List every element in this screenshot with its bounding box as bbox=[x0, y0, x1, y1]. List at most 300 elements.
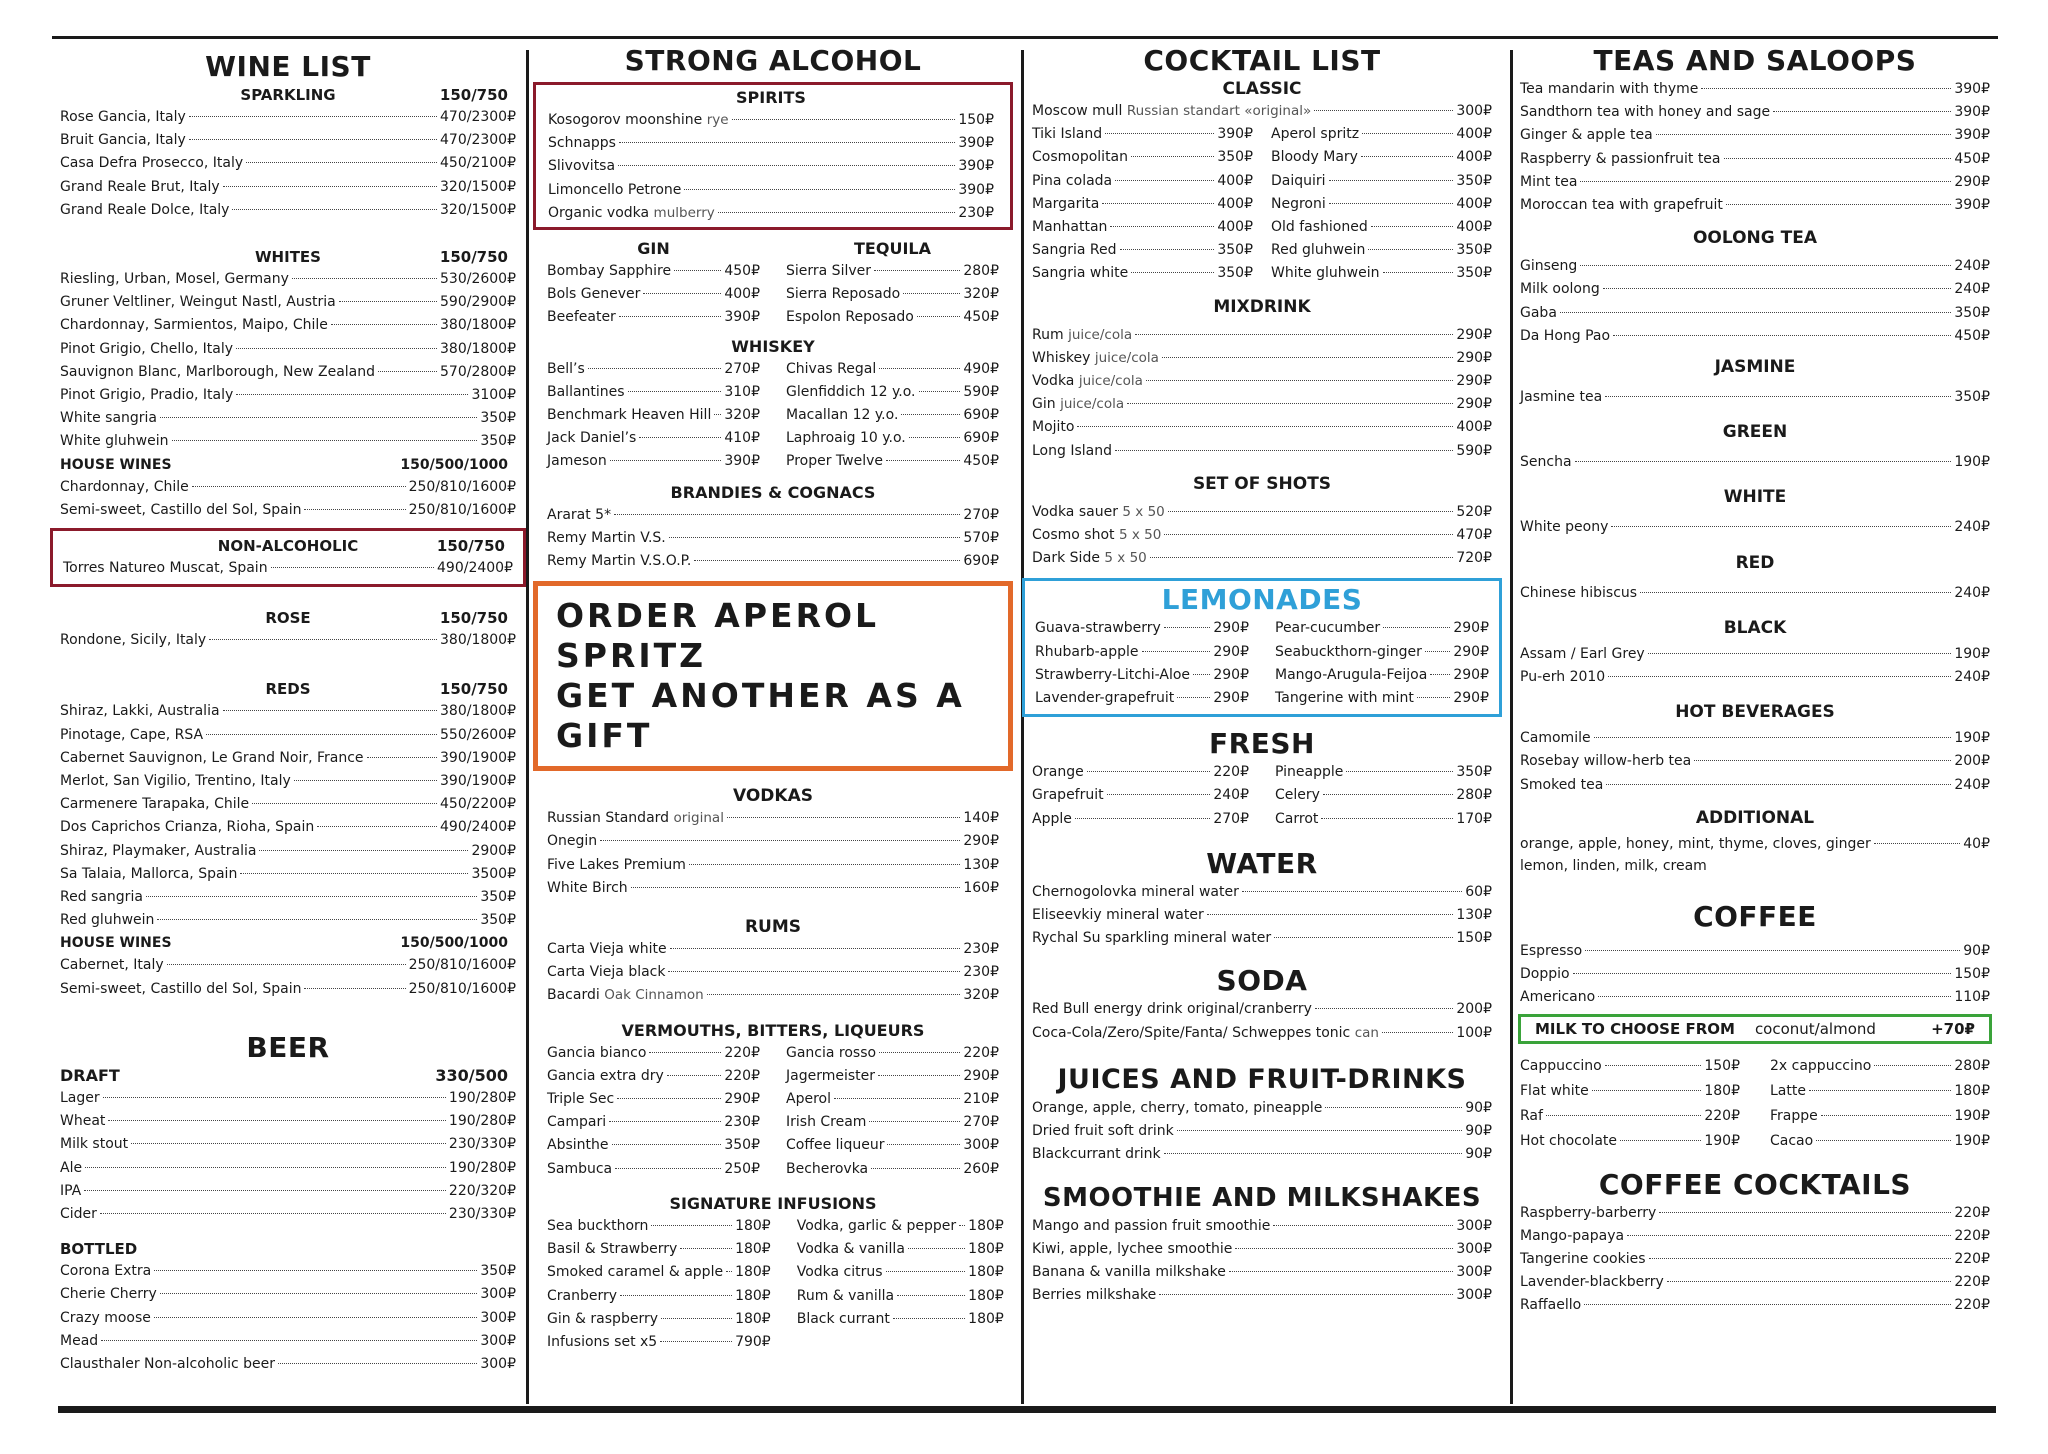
item-name bbox=[547, 1158, 612, 1181]
subsection-heading bbox=[60, 1065, 516, 1087]
dot-leader bbox=[1362, 133, 1453, 134]
item-label: Da Hong Pao bbox=[1520, 327, 1611, 344]
item-name bbox=[1035, 664, 1190, 687]
dot-leader bbox=[600, 840, 960, 841]
dot-leader bbox=[1656, 134, 1952, 135]
item-price: 350₽ bbox=[480, 433, 516, 450]
item-label: Black currant bbox=[796, 1310, 890, 1327]
gin-tequila bbox=[535, 238, 1011, 330]
dot-leader bbox=[1383, 627, 1450, 628]
item-price: 170₽ bbox=[1456, 810, 1492, 827]
dot-leader bbox=[619, 142, 955, 143]
subsection-title: VERMOUTHS, BITTERS, LIQUEURS bbox=[621, 1020, 925, 1040]
item-name bbox=[60, 629, 206, 652]
item-name bbox=[547, 527, 666, 550]
menu-item-row bbox=[1032, 1143, 1492, 1166]
menu-item-row bbox=[1271, 216, 1492, 239]
item-note: Russian standart «original» bbox=[1126, 103, 1312, 119]
subsection-title: SIGNATURE INFUSIONS bbox=[669, 1193, 877, 1213]
menu-item-row bbox=[63, 557, 513, 580]
dot-leader bbox=[879, 368, 960, 369]
dot-leader bbox=[886, 1271, 966, 1272]
item-label: Carta Vieja black bbox=[547, 964, 666, 981]
left-list bbox=[1520, 1054, 1740, 1154]
dot-leader bbox=[1368, 249, 1453, 250]
menu-item-row bbox=[1032, 927, 1492, 950]
item-price: 400₽ bbox=[1456, 126, 1492, 143]
item-price: 240₽ bbox=[1954, 584, 1990, 601]
item-price: 130₽ bbox=[1456, 907, 1492, 924]
item-name bbox=[1520, 1129, 1617, 1154]
item-label: Doppio bbox=[1520, 966, 1570, 983]
item-label: Ballantines bbox=[547, 383, 625, 400]
item-name bbox=[786, 1065, 875, 1088]
menu-item-row bbox=[786, 404, 999, 427]
dot-leader bbox=[874, 270, 960, 271]
menu-item-row bbox=[1032, 216, 1253, 239]
item-price: 190₽ bbox=[1954, 1132, 1990, 1149]
item-price: 180₽ bbox=[735, 1241, 771, 1258]
dot-leader bbox=[1648, 653, 1952, 654]
milk-price: +70₽ bbox=[1931, 1019, 1975, 1038]
item-name bbox=[60, 1110, 105, 1133]
item-label: Margarita bbox=[1032, 195, 1100, 212]
dot-leader bbox=[1371, 226, 1454, 227]
item-price: 190/280₽ bbox=[448, 1159, 516, 1176]
menu-item-row bbox=[1520, 171, 1990, 194]
item-label: Vodka citrus bbox=[796, 1264, 883, 1281]
item-name bbox=[547, 550, 691, 573]
right-list bbox=[786, 358, 999, 474]
subsection-heading bbox=[60, 84, 516, 106]
dot-leader bbox=[649, 1052, 721, 1053]
item-label: Sangria white bbox=[1032, 265, 1129, 282]
item-name bbox=[60, 384, 233, 407]
tequila-list bbox=[786, 238, 999, 330]
item-name bbox=[63, 557, 268, 580]
item-price: 400₽ bbox=[1456, 195, 1492, 212]
menu-item-row bbox=[60, 1110, 516, 1133]
item-price: 390₽ bbox=[724, 309, 760, 326]
menu-item-row bbox=[60, 384, 516, 407]
item-name bbox=[547, 404, 711, 427]
item-price: 410₽ bbox=[724, 430, 760, 447]
item-name bbox=[60, 476, 189, 499]
subsection-title: ROSE bbox=[265, 609, 311, 628]
item-name bbox=[1271, 262, 1380, 285]
item-label: Frappe bbox=[1770, 1107, 1818, 1124]
dot-leader bbox=[1773, 111, 1951, 112]
dot-leader bbox=[146, 896, 477, 897]
menu-item-row bbox=[60, 176, 516, 199]
item-label: Casa Defra Prosecco, Italy bbox=[60, 155, 244, 172]
menu-item-row bbox=[547, 1308, 771, 1331]
item-price: 60₽ bbox=[1465, 883, 1492, 900]
dot-leader bbox=[1150, 557, 1454, 558]
menu-item-row bbox=[1770, 1054, 1990, 1079]
menu-item-row bbox=[1275, 687, 1489, 710]
dot-leader bbox=[154, 1270, 477, 1271]
item-price: 270₽ bbox=[1213, 810, 1249, 827]
item-label: Corona Extra bbox=[60, 1263, 152, 1280]
item-label: Semi-sweet, Castillo del Sol, Spain bbox=[60, 980, 302, 997]
item-name bbox=[60, 106, 186, 129]
dot-leader bbox=[1627, 1235, 1951, 1236]
dot-leader bbox=[667, 1075, 722, 1076]
item-name bbox=[60, 700, 220, 723]
item-label: Rose Gancia, Italy bbox=[60, 109, 186, 125]
dot-leader bbox=[1164, 627, 1211, 628]
additional-text: orange, apple, honey, mint, thyme, cloves, ginger bbox=[1520, 835, 1871, 852]
item-name bbox=[60, 129, 186, 152]
menu-item-row bbox=[1520, 278, 1990, 301]
subsection-title: ADDITIONAL bbox=[1695, 807, 1815, 828]
subsection-title: GIN bbox=[637, 239, 670, 259]
item-name bbox=[1032, 416, 1074, 439]
item-name bbox=[1271, 216, 1368, 239]
item-name bbox=[1275, 664, 1427, 687]
dot-leader bbox=[160, 1293, 478, 1294]
item-label: Pineapple bbox=[1275, 764, 1344, 781]
item-name bbox=[786, 306, 914, 329]
item-note: 5 x 50 bbox=[1122, 503, 1165, 520]
item-label: Cabernet Sauvignon, Le Grand Noir, France bbox=[60, 749, 364, 766]
item-label: Sambuca bbox=[547, 1160, 613, 1177]
item-name bbox=[60, 747, 364, 770]
item-label: Mango and passion fruit smoothie bbox=[1032, 1217, 1271, 1234]
dot-leader bbox=[878, 1075, 960, 1076]
item-label: Pear-cucumber bbox=[1275, 620, 1381, 637]
menu-item-row bbox=[1032, 262, 1253, 285]
subsection-heading bbox=[547, 336, 999, 358]
dot-leader bbox=[1235, 1248, 1453, 1249]
item-label: Whiskey bbox=[1032, 349, 1091, 366]
menu-item-row bbox=[786, 1111, 999, 1134]
item-name bbox=[1032, 393, 1124, 416]
serving-sizes: 150/750 bbox=[439, 248, 508, 267]
menu-item-row bbox=[1520, 1202, 1990, 1225]
item-name bbox=[60, 361, 375, 384]
menu-item-row bbox=[60, 1203, 516, 1226]
dot-leader bbox=[909, 437, 961, 438]
item-price: 90₽ bbox=[1465, 1146, 1492, 1163]
item-label: Jasmine tea bbox=[1520, 389, 1603, 406]
menu-item-row bbox=[547, 283, 760, 306]
item-label: Camomile bbox=[1520, 730, 1591, 747]
menu-item-row bbox=[1275, 784, 1492, 807]
item-price: 690₽ bbox=[963, 407, 999, 424]
item-name bbox=[547, 1065, 664, 1088]
menu-item-row bbox=[60, 499, 516, 522]
dot-leader bbox=[317, 826, 437, 827]
dot-leader bbox=[714, 414, 721, 415]
dot-leader bbox=[1585, 950, 1960, 951]
item-price: 290₽ bbox=[1456, 396, 1492, 413]
item-price: 150₽ bbox=[1456, 930, 1492, 947]
menu-item-row bbox=[786, 450, 999, 473]
item-label: Becherovka bbox=[786, 1160, 869, 1177]
item-price: 190/280₽ bbox=[448, 1113, 516, 1130]
dot-leader bbox=[278, 1363, 477, 1364]
wine-beer-column bbox=[60, 50, 516, 1376]
menu-item-row bbox=[1271, 170, 1492, 193]
item-price: 230₽ bbox=[963, 941, 999, 958]
item-price: 180₽ bbox=[968, 1217, 1004, 1234]
menu-item-row bbox=[1032, 524, 1492, 547]
dot-leader bbox=[661, 1318, 732, 1319]
item-name bbox=[60, 1087, 100, 1110]
subsection-title: SPARKLING bbox=[240, 86, 336, 104]
item-name bbox=[1032, 1120, 1174, 1143]
item-name bbox=[1520, 171, 1577, 194]
promo-box bbox=[533, 581, 1013, 771]
item-price: 290₽ bbox=[1213, 690, 1249, 707]
item-name bbox=[1032, 216, 1107, 239]
item-name bbox=[1520, 963, 1570, 986]
item-label: Mango-Arugula-Feijoa bbox=[1275, 666, 1428, 683]
two-column-list bbox=[1032, 761, 1492, 831]
subsection-title: VODKAS bbox=[733, 786, 813, 807]
item-name bbox=[60, 338, 233, 361]
dot-leader bbox=[232, 209, 437, 210]
item-label: Chardonnay, Sarmientos, Maipo, Chile bbox=[60, 317, 328, 334]
dot-leader bbox=[718, 212, 956, 213]
subsection-title: SPIRITS bbox=[736, 88, 806, 107]
item-label: Rychal Su sparkling mineral water bbox=[1032, 930, 1272, 947]
milk-box bbox=[1518, 1014, 1992, 1044]
menu-item-row bbox=[1520, 101, 1990, 124]
item-label: Russian Standard bbox=[547, 810, 670, 827]
subsection-heading bbox=[547, 785, 999, 807]
item-price: 450₽ bbox=[963, 309, 999, 326]
item-label: Mango-papaya bbox=[1520, 1227, 1625, 1244]
item-price: 400₽ bbox=[1456, 149, 1492, 166]
item-price: 270₽ bbox=[963, 1114, 999, 1131]
menu-item-row bbox=[1520, 643, 1990, 666]
item-label: Espolon Reposado bbox=[786, 309, 914, 326]
item-label: Flat white bbox=[1520, 1082, 1589, 1099]
item-name bbox=[60, 724, 203, 747]
item-price: 570/2800₽ bbox=[440, 363, 516, 380]
item-price: 190₽ bbox=[1954, 730, 1990, 747]
item-price: 720₽ bbox=[1456, 550, 1492, 567]
item-note: juice/cola bbox=[1068, 326, 1133, 343]
item-price: 100₽ bbox=[1456, 1024, 1492, 1041]
dot-leader bbox=[1274, 937, 1453, 938]
item-name bbox=[1032, 881, 1239, 904]
dot-leader bbox=[339, 301, 437, 302]
section-heading: COFFEE COCKTAILS bbox=[1598, 1167, 1912, 1201]
dot-leader bbox=[959, 1225, 965, 1226]
item-price: 260₽ bbox=[963, 1160, 999, 1177]
dot-leader bbox=[1077, 426, 1453, 427]
item-price: 230₽ bbox=[724, 1114, 760, 1131]
subsection-heading bbox=[60, 932, 516, 954]
item-name bbox=[1032, 784, 1104, 807]
item-name bbox=[1271, 146, 1358, 169]
item-label: Raf bbox=[1520, 1107, 1543, 1124]
item-price: 180₽ bbox=[1704, 1082, 1740, 1099]
item-label: Remy Martin V.S.O.P. bbox=[547, 553, 692, 570]
vermouths-section bbox=[535, 1020, 1011, 1181]
menu-item-row bbox=[1520, 1225, 1990, 1248]
item-note: juice/cola bbox=[1078, 373, 1143, 390]
dot-leader bbox=[1724, 158, 1952, 159]
item-price: 380/1800₽ bbox=[440, 703, 516, 720]
subsection-heading bbox=[548, 87, 994, 109]
item-name bbox=[1520, 774, 1603, 797]
serving-sizes: 330/500 bbox=[435, 1065, 508, 1085]
menu-item-row bbox=[786, 1134, 999, 1157]
item-name bbox=[797, 1238, 905, 1261]
item-name bbox=[60, 268, 289, 291]
col-divider-3 bbox=[1510, 50, 1513, 1404]
item-price: 110₽ bbox=[1954, 989, 1990, 1006]
dot-leader bbox=[1321, 818, 1453, 819]
item-price: 350₽ bbox=[480, 889, 516, 906]
dot-leader bbox=[1580, 181, 1951, 182]
menu-item-row bbox=[797, 1308, 1004, 1331]
menu-item-row bbox=[1520, 1079, 1740, 1104]
item-price: 2900₽ bbox=[471, 842, 516, 859]
menu-item-row bbox=[60, 770, 516, 793]
menu-item-row bbox=[547, 1111, 760, 1134]
dot-leader bbox=[1580, 265, 1951, 266]
item-price: 220/320₽ bbox=[448, 1182, 516, 1199]
menu-item-row bbox=[1520, 1129, 1740, 1154]
dot-leader bbox=[1127, 403, 1453, 404]
item-label: Mead bbox=[60, 1332, 99, 1349]
item-price: 140₽ bbox=[963, 810, 999, 827]
dot-leader bbox=[206, 734, 437, 735]
dot-leader bbox=[1314, 110, 1453, 111]
menu-item-row bbox=[60, 314, 516, 337]
dot-leader bbox=[643, 293, 721, 294]
item-note: mulberry bbox=[653, 204, 715, 221]
dot-leader bbox=[886, 460, 960, 461]
item-label: Schnapps bbox=[548, 135, 616, 152]
dot-leader bbox=[617, 1098, 721, 1099]
item-label: Grand Reale Dolce, Italy bbox=[60, 201, 230, 218]
dot-leader bbox=[1606, 784, 1951, 785]
subsection-heading bbox=[63, 535, 513, 557]
dot-leader bbox=[236, 348, 437, 349]
menu-item-row bbox=[1032, 501, 1492, 524]
item-price: 290₽ bbox=[1453, 643, 1489, 660]
section-heading: COCKTAIL LIST bbox=[1143, 44, 1381, 77]
subsection-title: SET OF SHOTS bbox=[1192, 473, 1332, 494]
dot-leader bbox=[1107, 794, 1211, 795]
item-name bbox=[547, 1042, 646, 1065]
item-label: Clausthaler Non-alcoholic beer bbox=[60, 1355, 275, 1372]
rums-section bbox=[535, 916, 1011, 1008]
item-price: 310₽ bbox=[724, 383, 760, 400]
item-price: 90₽ bbox=[1465, 1099, 1492, 1116]
item-name bbox=[1032, 1284, 1156, 1307]
menu-item-row bbox=[547, 1042, 760, 1065]
item-name bbox=[1275, 641, 1422, 664]
item-price: 390₽ bbox=[1954, 127, 1990, 144]
item-price: 350₽ bbox=[480, 912, 516, 929]
item-price: 200₽ bbox=[1456, 1001, 1492, 1018]
menu-item-row bbox=[1275, 808, 1492, 831]
item-name bbox=[1032, 1238, 1232, 1261]
col-divider-1 bbox=[526, 50, 529, 1404]
item-label: Pinotage, Cape, RSA bbox=[60, 726, 204, 743]
item-label: Hot chocolate bbox=[1520, 1132, 1618, 1149]
item-price: 570₽ bbox=[963, 529, 999, 546]
dot-leader bbox=[919, 391, 961, 392]
dot-leader bbox=[1329, 203, 1454, 204]
item-price: 790₽ bbox=[735, 1333, 771, 1350]
item-label: Torres Natureo Muscat, Spain bbox=[63, 560, 268, 577]
menu-item-row bbox=[797, 1215, 1004, 1238]
dot-leader bbox=[1874, 843, 1960, 844]
item-price: 320₽ bbox=[724, 407, 760, 424]
dot-leader bbox=[668, 971, 960, 972]
menu-item-row bbox=[547, 807, 999, 830]
menu-item-row bbox=[60, 1353, 516, 1376]
menu-item-row bbox=[797, 1261, 1004, 1284]
subsection-title: HOT BEVERAGES bbox=[1675, 702, 1835, 723]
item-price: 290₽ bbox=[1213, 666, 1249, 683]
item-name bbox=[547, 1215, 648, 1238]
menu-item-row bbox=[60, 268, 516, 291]
menu-item-row bbox=[1032, 170, 1253, 193]
cocktail-column bbox=[1032, 44, 1492, 1307]
item-price: 220₽ bbox=[1954, 1274, 1990, 1291]
item-price: 470₽ bbox=[1456, 527, 1492, 544]
item-note: 5 x 50 bbox=[1104, 550, 1147, 567]
subsection-title: JASMINE bbox=[1714, 357, 1796, 378]
subsection-heading bbox=[1520, 486, 1990, 508]
item-name bbox=[1520, 325, 1610, 348]
item-name bbox=[60, 978, 301, 1001]
dot-leader bbox=[1164, 534, 1453, 535]
item-price: 220₽ bbox=[724, 1067, 760, 1084]
item-price: 290₽ bbox=[1456, 349, 1492, 366]
item-name bbox=[1032, 370, 1143, 393]
menu-item-row bbox=[1032, 808, 1249, 831]
item-label: White gluhwein bbox=[1271, 265, 1380, 282]
item-price: 300₽ bbox=[480, 1286, 516, 1303]
menu-item-row bbox=[1520, 1104, 1740, 1129]
dot-leader bbox=[1425, 651, 1450, 652]
menu-item-row bbox=[1770, 1104, 1990, 1129]
left-list bbox=[547, 358, 760, 474]
dot-leader bbox=[1207, 914, 1454, 915]
menu-item-row bbox=[1275, 664, 1489, 687]
item-name bbox=[60, 816, 314, 839]
item-price: 320₽ bbox=[963, 286, 999, 303]
item-name bbox=[1032, 193, 1099, 216]
subsection-title: CLASSIC bbox=[1222, 79, 1302, 99]
item-name bbox=[1271, 193, 1326, 216]
item-label: Espresso bbox=[1520, 943, 1583, 960]
item-label: Cappuccino bbox=[1520, 1057, 1602, 1074]
item-price: 400₽ bbox=[1456, 419, 1492, 436]
item-name bbox=[1520, 940, 1582, 963]
dot-leader bbox=[628, 391, 722, 392]
item-label: Vodka sauer bbox=[1032, 503, 1118, 520]
menu-item-row bbox=[786, 306, 999, 329]
dot-leader bbox=[1603, 288, 1952, 289]
item-name bbox=[1520, 1079, 1589, 1104]
item-price: 450₽ bbox=[963, 453, 999, 470]
menu-item-row bbox=[786, 260, 999, 283]
item-name bbox=[547, 1308, 658, 1331]
menu-item-row bbox=[1032, 784, 1249, 807]
